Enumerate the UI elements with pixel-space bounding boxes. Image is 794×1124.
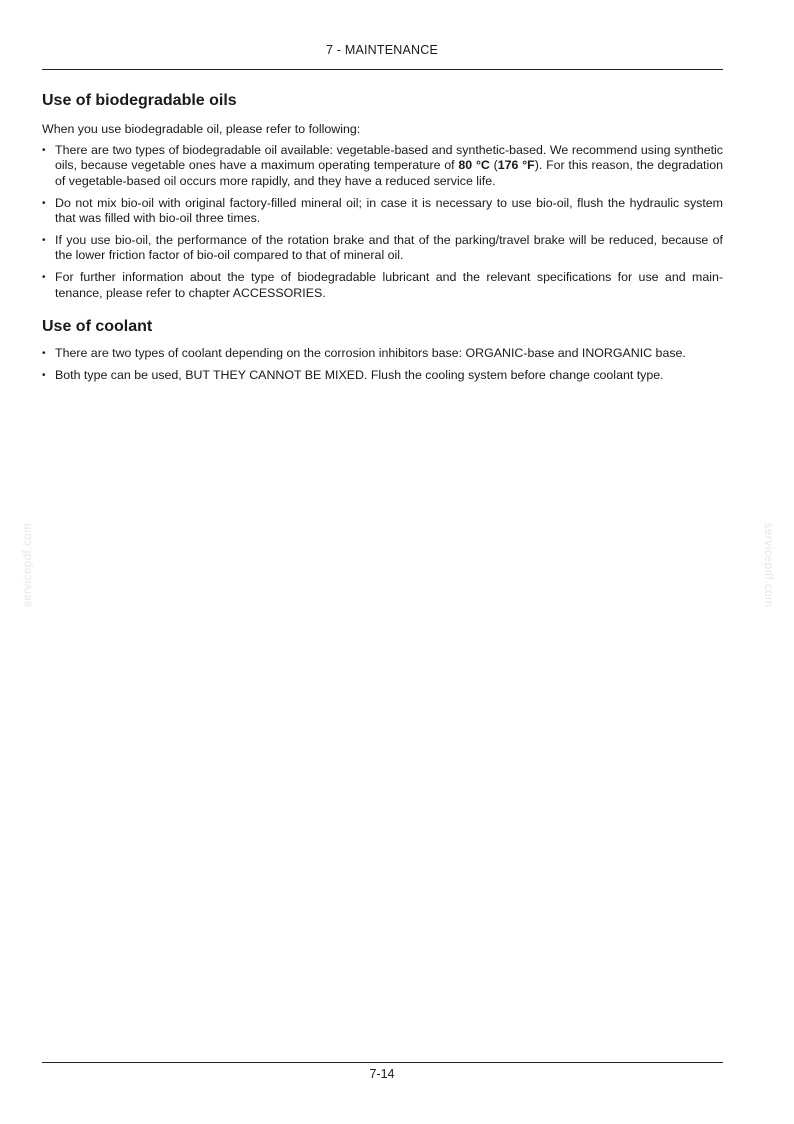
list-item xyxy=(42,233,723,264)
list-item xyxy=(42,346,723,361)
list-item xyxy=(42,143,723,189)
list-item-text: If you use bio-oil, the performance of the rotation brake and that of the parking/travel brake will be reduced, because of the lower friction factor of bio-oil compared to that of mineral oil. xyxy=(55,233,723,263)
list-item-text: There are two types of biodegradable oil available: vegetable-based and synthetic-based. We recommend using synthetic oils, because vegetable ones have a maximum operating temperature of xyxy=(55,143,723,173)
section-heading-biodegradable-oils: Use of biodegradable oils xyxy=(42,92,237,109)
list-item xyxy=(42,368,723,383)
page-header-title: 7 - MAINTENANCE xyxy=(325,43,439,57)
bullet-icon: • xyxy=(42,370,46,382)
list-item xyxy=(42,270,723,301)
list-item-text: For further information about the type of biodegradable lubricant and the relevant specifications for use and main-tenance, please refer to chapter ACCESSORIES. xyxy=(55,270,723,300)
temperature-celsius: 80 °C xyxy=(458,158,490,173)
temperature-fahrenheit: 176 °F xyxy=(497,158,535,173)
list-item-text: There are two types of coolant depending on the corrosion inhibitors base: ORGANIC-base and INORGANIC base. xyxy=(55,346,686,361)
bullet-icon: • xyxy=(42,272,46,284)
page-number: 7-14 xyxy=(369,1067,395,1081)
list-item xyxy=(42,196,723,227)
watermark-left: servicepdf.com xyxy=(22,522,34,608)
bullet-list-coolant xyxy=(42,346,723,383)
list-item-text: ). For this reason, the degradation of vegetable-based oil occurs more rapidly, and they have a reduced service life. xyxy=(55,158,723,188)
bullet-icon: • xyxy=(42,197,46,209)
header-divider xyxy=(42,69,723,70)
section-intro: When you use biodegradable oil, please refer to following: xyxy=(42,122,361,136)
page-content xyxy=(42,91,723,390)
bullet-icon: • xyxy=(42,235,46,247)
bullet-list-biodegradable-oils xyxy=(42,143,723,301)
section-heading-coolant: Use of coolant xyxy=(42,318,153,336)
watermark-right: servicepdf.com xyxy=(762,522,774,608)
list-item-text: Both type can be used, BUT THEY CANNOT BE MIXED. Flush the cooling system before change coolant type. xyxy=(55,368,664,383)
list-item-text: Do not mix bio-oil with original factory-filled mineral oil; in case it is necessary to use bio-oil, flush the hydraulic system that was filled with bio-oil three times. xyxy=(55,195,723,226)
bullet-icon: • xyxy=(42,348,46,360)
bullet-icon: • xyxy=(42,145,46,156)
footer-divider xyxy=(42,1062,723,1063)
list-item-text: ( xyxy=(489,158,498,173)
